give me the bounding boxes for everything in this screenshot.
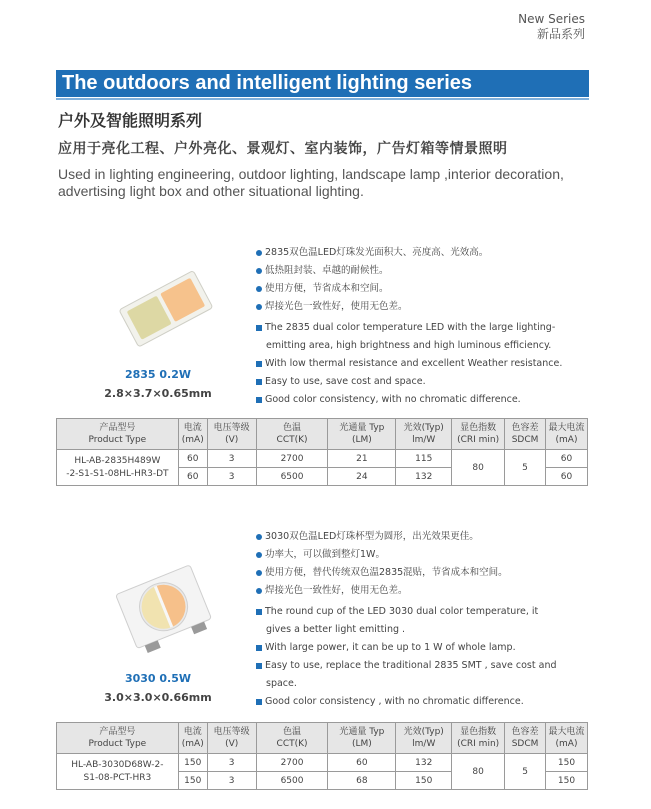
bullet-square-icon xyxy=(256,609,262,615)
bullet-square-icon xyxy=(256,325,262,331)
feature-item: With large power, it can be up to 1 W of whole lamp. xyxy=(256,639,557,657)
col-header: 电压等级 (V) xyxy=(207,419,256,450)
max-current-cell: 150 xyxy=(546,754,588,772)
feature-item: Good color consistency , with no chromatic difference. xyxy=(256,693,557,711)
section-title-en: The outdoors and intelligent lighting series xyxy=(62,72,473,94)
feature-item: 2835双色温LED灯珠发光面积大、亮度高、光效高。 xyxy=(256,244,562,262)
feature-item: The round cup of the LED 3030 dual color temperature, it xyxy=(256,603,557,621)
col-header: 光通量 Typ (LM) xyxy=(328,419,396,450)
col-header: 光效(Typ) lm/W xyxy=(396,419,452,450)
bullet-dot-icon xyxy=(256,570,262,576)
lumen-cell: 60 xyxy=(328,754,396,772)
max-current-cell: 60 xyxy=(546,468,588,486)
table-row xyxy=(57,450,588,468)
feature-item: 焊接光色一致性好，使用无色差。 xyxy=(256,582,557,600)
max-current-cell: 60 xyxy=(546,450,588,468)
feature-item: Good color consistency, with no chromatic difference. xyxy=(256,391,562,409)
bullet-dot-icon xyxy=(256,268,262,274)
feature-item-continued: space. xyxy=(266,678,297,689)
product-2-spec-table xyxy=(56,722,588,790)
col-header: 光效(Typ) lm/W xyxy=(396,723,452,754)
product-2-features xyxy=(256,528,557,711)
col-header: 显色指数 (CRI min) xyxy=(452,419,505,450)
feature-item: 3030双色温LED灯珠杯型为圆形，出光效果更佳。 xyxy=(256,528,557,546)
bullet-square-icon xyxy=(256,645,262,651)
col-header: 产品型号 Product Type xyxy=(57,723,179,754)
feature-item-continued: gives a better light emitting . xyxy=(266,624,406,635)
cct-cell: 6500 xyxy=(256,772,328,790)
max-current-cell: 150 xyxy=(546,772,588,790)
col-header: 显色指数 (CRI min) xyxy=(452,723,505,754)
col-header: 光通量 Typ (LM) xyxy=(328,723,396,754)
product-1-features xyxy=(256,244,562,409)
product-type-cell: HL-AB-2835H489W -2-S1-S1-08HL-HR3-DT xyxy=(57,450,179,486)
feature-item: 使用方便，替代传统双色温2835混贴，节省成本和空间。 xyxy=(256,564,557,582)
col-header: 色温 CCT(K) xyxy=(256,419,328,450)
feature-item: 功率大，可以做到整灯1W。 xyxy=(256,546,557,564)
section-title-cn: 户外及智能照明系列 xyxy=(58,111,203,130)
bullet-dot-icon xyxy=(256,534,262,540)
voltage-cell: 3 xyxy=(207,468,256,486)
current-cell: 150 xyxy=(178,754,207,772)
col-header: 电流 (mA) xyxy=(178,419,207,450)
feature-item: Easy to use, save cost and space. xyxy=(256,373,562,391)
col-header: 电压等级 (V) xyxy=(207,723,256,754)
series-tag-cn: 新品系列 xyxy=(536,27,585,41)
table-row xyxy=(57,754,588,772)
section-subtitle-en: Used in lighting engineering, outdoor lighting, landscape lamp ,interior decoration, advertising light box and other situational lighting. xyxy=(58,166,564,199)
bullet-dot-icon xyxy=(256,588,262,594)
efficacy-cell: 115 xyxy=(396,450,452,468)
table-header-row xyxy=(57,723,588,754)
lumen-cell: 24 xyxy=(328,468,396,486)
product-1-caption xyxy=(98,368,218,400)
voltage-cell: 3 xyxy=(207,450,256,468)
efficacy-cell: 132 xyxy=(396,468,452,486)
col-header: 色容差 SDCM xyxy=(505,419,546,450)
feature-item: 低热阻封装、卓越的耐候性。 xyxy=(256,262,562,280)
col-header: 色温 CCT(K) xyxy=(256,723,328,754)
series-tag xyxy=(518,12,585,42)
bullet-square-icon xyxy=(256,397,262,403)
current-cell: 150 xyxy=(178,772,207,790)
product-1-spec-table xyxy=(56,418,588,486)
section-title-bar xyxy=(56,70,589,97)
efficacy-cell: 150 xyxy=(396,772,452,790)
col-header: 最大电流 (mA) xyxy=(546,419,588,450)
sdcm-cell: 5 xyxy=(505,450,546,486)
feature-item: 使用方便，节省成本和空间。 xyxy=(256,280,562,298)
feature-item: 焊接光色一致性好，使用无色差。 xyxy=(256,298,562,316)
col-header: 最大电流 (mA) xyxy=(546,723,588,754)
feature-item-continued: emitting area, high brightness and high luminous efficiency. xyxy=(266,340,552,351)
product-type-cell: HL-AB-3030D68W-2- S1-08-PCT-HR3 xyxy=(57,754,179,790)
voltage-cell: 3 xyxy=(207,772,256,790)
current-cell: 60 xyxy=(178,468,207,486)
voltage-cell: 3 xyxy=(207,754,256,772)
bullet-dot-icon xyxy=(256,552,262,558)
bullet-square-icon xyxy=(256,663,262,669)
product-1-power: 2835 0.2W xyxy=(124,368,192,381)
bullet-dot-icon xyxy=(256,286,262,292)
product-1-size: 2.8×3.7×0.65mm xyxy=(104,387,212,400)
cri-cell: 80 xyxy=(452,450,505,486)
product-2-power: 3030 0.5W xyxy=(124,672,192,685)
bullet-dot-icon xyxy=(256,304,262,310)
cri-cell: 80 xyxy=(452,754,505,790)
feature-item: Easy to use, replace the traditional 2835 SMT , save cost and xyxy=(256,657,557,675)
bullet-square-icon xyxy=(256,361,262,367)
bullet-dot-icon xyxy=(256,250,262,256)
col-header: 产品型号 Product Type xyxy=(57,419,179,450)
lumen-cell: 21 xyxy=(328,450,396,468)
section-subtitle-cn: 应用于亮化工程、户外亮化、景观灯、室内装饰，广告灯箱等情景照明 xyxy=(58,141,508,157)
feature-item: With low thermal resistance and excellent Weather resistance. xyxy=(256,355,562,373)
led-2835-image xyxy=(105,264,225,350)
product-2-size: 3.0×3.0×0.66mm xyxy=(104,691,212,704)
efficacy-cell: 132 xyxy=(396,754,452,772)
feature-item: The 2835 dual color temperature LED with the large lighting- xyxy=(256,319,562,337)
cct-cell: 2700 xyxy=(256,754,328,772)
led-3030-image xyxy=(108,558,218,658)
cct-cell: 2700 xyxy=(256,450,328,468)
table-header-row xyxy=(57,419,588,450)
current-cell: 60 xyxy=(178,450,207,468)
lumen-cell: 68 xyxy=(328,772,396,790)
bullet-square-icon xyxy=(256,699,262,705)
col-header: 色容差 SDCM xyxy=(505,723,546,754)
title-underline xyxy=(56,98,589,100)
cct-cell: 6500 xyxy=(256,468,328,486)
series-tag-en: New Series xyxy=(518,12,585,26)
bullet-square-icon xyxy=(256,379,262,385)
product-2-caption xyxy=(98,672,218,704)
sdcm-cell: 5 xyxy=(505,754,546,790)
col-header: 电流 (mA) xyxy=(178,723,207,754)
